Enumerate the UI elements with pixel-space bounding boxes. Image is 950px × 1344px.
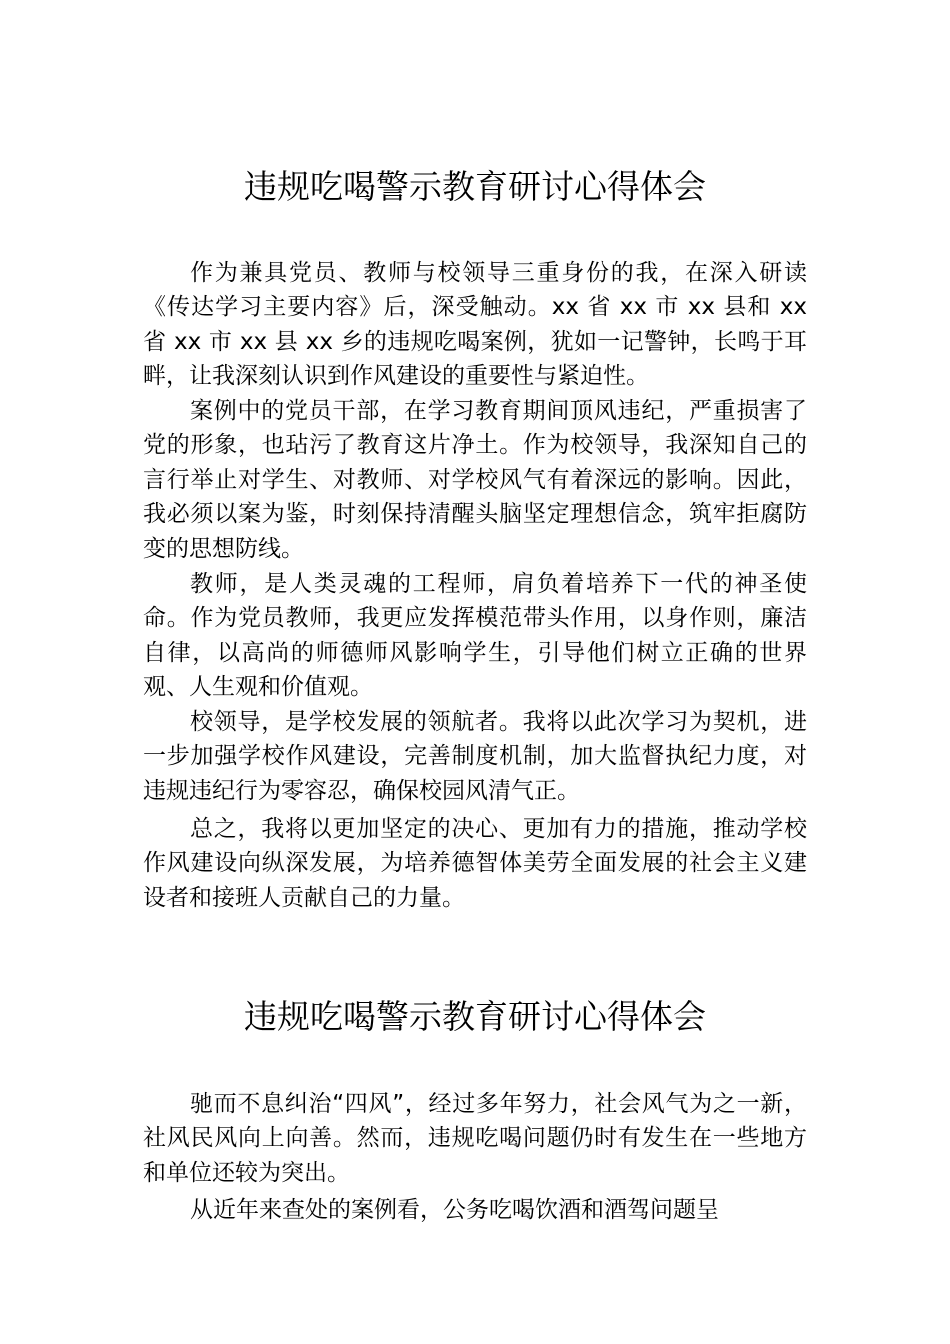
paragraph: 总之，我将以更加坚定的决心、更加有力的措施，推动学校作风建设向纵深发展，为培养德智体美劳全面发展的社会主义建设者和接班人贡献自己的力量。	[143, 816, 807, 911]
document-title: 违规吃喝警示教育研讨心得体会	[244, 167, 706, 206]
paragraph: 校领导，是学校发展的领航者。我将以此次学习为契机，进一步加强学校作风建设，完善制度机制，加大监督执纪力度，对违规违纪行为零容忍，确保校园风清气正。	[143, 709, 807, 804]
paragraph: 从近年来查处的案例看，公务吃喝饮酒和酒驾问题呈	[190, 1197, 719, 1223]
second-document-title: 违规吃喝警示教育研讨心得体会	[244, 997, 706, 1036]
paragraph: 驰而不息纠治“四风”，经过多年努力，社会风气为之一新，社风民风向上向善。然而，违规吃喝问题仍时有发生在一些地方和单位还较为突出。	[143, 1091, 807, 1186]
paragraph: 案例中的党员干部，在学习教育期间顶风违纪，严重损害了党的形象，也玷污了教育这片净土。作为校领导，我深知自己的言行举止对学生、对教师、对学校风气有着深远的影响。因此，我必须以案为鉴，时刻保持清醒头脑坚定理想信念，筑牢拒腐防变的思想防线。	[143, 398, 807, 562]
paragraph: 教师，是人类灵魂的工程师，肩负着培养下一代的神圣使命。作为党员教师，我更应发挥模范带头作用，以身作则，廉洁自律，以高尚的师德师风影响学生，引导他们树立正确的世界观、人生观和价值观。	[143, 571, 807, 701]
paragraph: 作为兼具党员、教师与校领导三重身份的我，在深入研读《传达学习主要内容》后，深受触动。xx 省 xx 市 xx 县和 xx 省 xx 市 xx 县 xx 乡的违规吃喝案例，犹如一记警钟，长鸣于耳畔，让我深刻认识到作风建设的重要性与紧迫性。	[143, 260, 807, 390]
